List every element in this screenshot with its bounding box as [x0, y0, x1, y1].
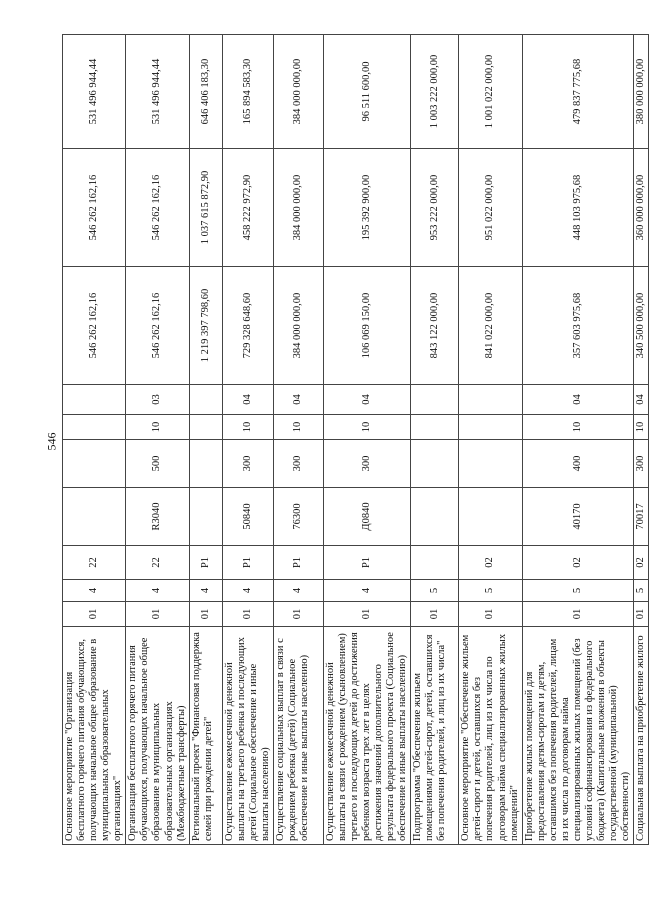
row-name-cell: Основное мероприятие "Обеспечение жильем детей-сирот и детей, оставшихся без попечения родителей, лиц из их числа по договорам найма специализированных жилых помещений"	[459, 627, 522, 845]
code-cell	[411, 546, 459, 580]
amount-cell: 843 122 000,00	[411, 267, 459, 385]
table-row	[522, 35, 634, 845]
code-cell: P1	[189, 546, 222, 580]
code-cell	[459, 488, 522, 546]
code-cell	[63, 415, 126, 440]
code-cell: 10	[126, 415, 189, 440]
row-name-cell: Социальная выплата на приобретение жилого	[634, 627, 649, 845]
table-row	[323, 35, 410, 845]
amount-cell: 357 603 975,68	[522, 267, 634, 385]
code-cell: 01	[63, 602, 126, 627]
code-cell: 300	[273, 440, 323, 488]
row-name-cell: Региональный проект "Финансовая поддержка семей при рождении детей"	[189, 627, 222, 845]
code-cell: 04	[273, 385, 323, 415]
amount-cell: 380 000 000,00	[634, 35, 649, 149]
amount-cell: 953 222 000,00	[411, 149, 459, 267]
code-cell: 22	[126, 546, 189, 580]
code-cell: 04	[522, 385, 634, 415]
amount-cell: 951 022 000,00	[459, 149, 522, 267]
amount-cell: 546 262 162,16	[126, 267, 189, 385]
code-cell	[189, 488, 222, 546]
code-cell: 70017	[634, 488, 649, 546]
amount-cell: 531 496 944,44	[126, 35, 189, 149]
amount-cell: 448 103 975,68	[522, 149, 634, 267]
code-cell: 5	[459, 580, 522, 602]
code-cell: 4	[222, 580, 273, 602]
code-cell: 04	[323, 385, 410, 415]
code-cell: 04	[222, 385, 273, 415]
amount-cell: 646 406 183,30	[189, 35, 222, 149]
code-cell	[459, 385, 522, 415]
code-cell: 10	[522, 415, 634, 440]
code-cell	[63, 385, 126, 415]
code-cell: 4	[63, 580, 126, 602]
amount-cell: 841 022 000,00	[459, 267, 522, 385]
code-cell	[189, 440, 222, 488]
code-cell: 02	[634, 546, 649, 580]
code-cell: 01	[459, 602, 522, 627]
amount-cell: 340 500 000,00	[634, 267, 649, 385]
code-cell: 4	[273, 580, 323, 602]
code-cell	[459, 440, 522, 488]
code-cell	[411, 488, 459, 546]
code-cell: 02	[522, 546, 634, 580]
budget-table-rotated	[62, 35, 647, 845]
table-row	[222, 35, 273, 845]
code-cell: Д0840	[323, 488, 410, 546]
amount-cell: 546 262 162,16	[63, 149, 126, 267]
budget-table	[62, 34, 649, 845]
code-cell: P1	[222, 546, 273, 580]
code-cell: 400	[522, 440, 634, 488]
amount-cell: 1 037 615 872,90	[189, 149, 222, 267]
amount-cell: 384 000 000,00	[273, 35, 323, 149]
code-cell: 22	[63, 546, 126, 580]
code-cell: 01	[126, 602, 189, 627]
table-row	[273, 35, 323, 845]
code-cell: 4	[126, 580, 189, 602]
code-cell: 01	[222, 602, 273, 627]
code-cell: 03	[126, 385, 189, 415]
code-cell	[411, 440, 459, 488]
code-cell: P1	[323, 546, 410, 580]
amount-cell: 479 837 775,68	[522, 35, 634, 149]
code-cell: 76300	[273, 488, 323, 546]
table-row	[411, 35, 459, 845]
code-cell	[411, 385, 459, 415]
amount-cell: 96 511 600,00	[323, 35, 410, 149]
amount-cell: 458 222 972,90	[222, 149, 273, 267]
code-cell: 5	[411, 580, 459, 602]
table-row	[189, 35, 222, 845]
amount-cell: 384 000 000,00	[273, 149, 323, 267]
table-row	[63, 35, 126, 845]
code-cell: R3040	[126, 488, 189, 546]
table-row	[459, 35, 522, 845]
amount-cell: 1 001 022 000,00	[459, 35, 522, 149]
row-name-cell: Приобретение жилых помещений для предоставления детям-сиротам и детям, оставшимся без попечения родителей, лицам из их числа по договорам найма специализированных жилых помещений (без условий софинансирования из федерального бюджета) (Капитальные вложения в объекты государственной (муниципальной) собственности)	[522, 627, 634, 845]
code-cell: 300	[323, 440, 410, 488]
code-cell: 01	[522, 602, 634, 627]
code-cell	[459, 415, 522, 440]
amount-cell: 195 392 900,00	[323, 149, 410, 267]
code-cell: 4	[323, 580, 410, 602]
code-cell: 40170	[522, 488, 634, 546]
amount-cell: 360 000 000,00	[634, 149, 649, 267]
code-cell: 5	[634, 580, 649, 602]
amount-cell: 531 496 944,44	[63, 35, 126, 149]
code-cell	[63, 488, 126, 546]
table-row	[126, 35, 189, 845]
row-name-cell: Осуществление социальных выплат в связи с рождением ребенка (детей) (Социальное обеспечение и иные выплаты населению)	[273, 627, 323, 845]
code-cell	[411, 415, 459, 440]
code-cell: 01	[411, 602, 459, 627]
code-cell: 4	[189, 580, 222, 602]
code-cell: 500	[126, 440, 189, 488]
code-cell: 02	[459, 546, 522, 580]
code-cell: 10	[323, 415, 410, 440]
code-cell: 04	[634, 385, 649, 415]
code-cell	[63, 440, 126, 488]
amount-cell: 106 069 150,00	[323, 267, 410, 385]
row-name-cell: Подпрограмма "Обеспечение жильем помещениями детей-сирот, детей, оставшихся без попечения родителей, и лиц из их числа"	[411, 627, 459, 845]
amount-cell: 1 219 397 798,60	[189, 267, 222, 385]
code-cell: 50840	[222, 488, 273, 546]
code-cell: 300	[634, 440, 649, 488]
amount-cell: 546 262 162,16	[63, 267, 126, 385]
table-row	[634, 35, 649, 845]
code-cell: 10	[273, 415, 323, 440]
code-cell: 01	[273, 602, 323, 627]
row-name-cell: Организация бесплатного горячего питания обучающихся, получающих начальное общее образование в муниципальных образовательных организациях (Межбюджетные трансферты)	[126, 627, 189, 845]
amount-cell: 1 003 222 000,00	[411, 35, 459, 149]
code-cell: P1	[273, 546, 323, 580]
amount-cell: 384 000 000,00	[273, 267, 323, 385]
row-name-cell: Осуществление ежемесячной денежной выплаты на третьего ребенка и последующих детей (Социальное обеспечение и иные выплаты населению)	[222, 627, 273, 845]
code-cell	[189, 415, 222, 440]
amount-cell: 729 328 648,60	[222, 267, 273, 385]
code-cell: 01	[323, 602, 410, 627]
code-cell: 10	[222, 415, 273, 440]
row-name-cell: Осуществление ежемесячной денежной выплаты в связи с рождением (усыновлением) третьего и последующих детей до достижения ребенком возраста трех лет в целях достижения значений дополнительного результата федерального проекта (Социальное обеспечение и иные выплаты населению)	[323, 627, 410, 845]
amount-cell: 165 894 583,30	[222, 35, 273, 149]
code-cell: 5	[522, 580, 634, 602]
row-name-cell: Основное мероприятие "Организация бесплатного горячего питания обучающихся, получающих начальное общее образование в муниципальных образовательных организациях"	[63, 627, 126, 845]
page-number: 546	[44, 432, 59, 451]
amount-cell: 546 262 162,16	[126, 149, 189, 267]
code-cell: 10	[634, 415, 649, 440]
code-cell: 01	[634, 602, 649, 627]
code-cell	[189, 385, 222, 415]
code-cell: 01	[189, 602, 222, 627]
code-cell: 300	[222, 440, 273, 488]
